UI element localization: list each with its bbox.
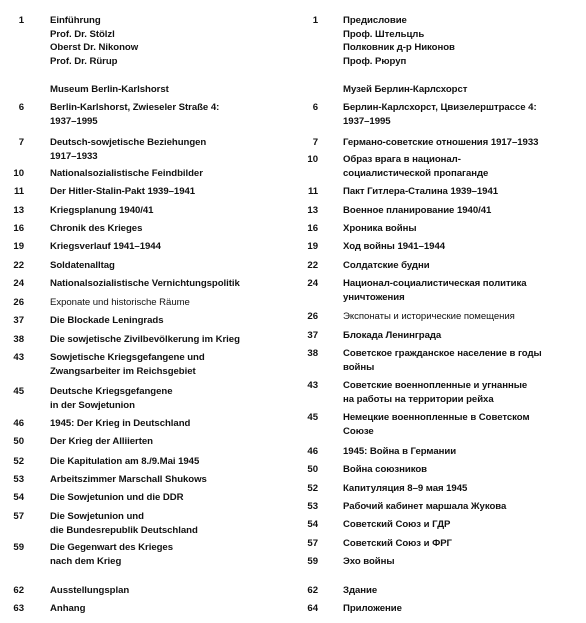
toc-title: Образ врага в национал- социалистической пропаганде [343,154,489,179]
toc-page-number: 26 [307,311,318,322]
toc-page-number: 53 [307,501,318,512]
toc-page-number: 19 [13,241,24,252]
toc-title: 1945: Der Krieg in Deutschland [50,418,191,429]
toc-title: Германо-советские отношения 1917–1933 [343,137,539,148]
toc-page-number: 38 [13,334,24,345]
toc-title: Museum Berlin-Karlshorst [50,84,169,95]
toc-title: Deutsche Kriegsgefangene in der Sowjetunion [50,386,173,411]
toc-page-number: 22 [307,260,318,271]
toc-page-number: 54 [13,492,24,503]
toc-title: 1945: Война в Германии [343,446,457,457]
toc-page-number: 52 [13,456,24,467]
toc-page-number: 45 [13,386,24,397]
toc-page-number: 1 [18,15,24,26]
toc-title: Die Sowjetunion und die DDR [50,492,184,503]
toc-page-number: 57 [307,538,318,549]
toc-title: Приложение [343,603,402,614]
toc-title: Der Hitler-Stalin-Pakt 1939–1941 [50,186,196,197]
toc-page-number: 54 [307,519,318,530]
toc-page-number: 50 [13,436,24,447]
toc-page-number: 13 [13,205,24,216]
toc-title: Deutsch-sowjetische Beziehungen 1917–1933 [50,137,207,162]
toc-title: Советское гражданское население в годы войны [343,348,542,373]
toc-title: Капитуляция 8–9 мая 1945 [343,483,468,494]
toc-page-number: 24 [307,278,318,289]
toc-page-number: 62 [13,585,24,596]
toc-page-number: 16 [13,223,24,234]
toc-page-number: 11 [307,186,318,197]
toc-title: Exponate und historische Räume [50,297,190,308]
toc-title: Nationalsozialistische Vernichtungspolitik [50,278,240,289]
toc-title: Пакт Гитлера-Сталина 1939–1941 [343,186,499,197]
toc-title: Soldatenalltag [50,260,115,271]
toc-title: Военное планирование 1940/41 [343,205,492,216]
toc-page-number: 7 [18,137,24,148]
toc-page-number: 38 [307,348,318,359]
toc-title: Советский Союз и ФРГ [343,538,452,549]
toc-title: Эхо войны [343,556,395,567]
toc-title: Блокада Ленинграда [343,330,442,341]
toc-title: Die Kapitulation am 8./9.Mai 1945 [50,456,200,467]
toc-title: Der Krieg der Alliierten [50,436,153,447]
toc-title: Anhang [50,603,86,614]
toc-title: Советский Союз и ГДР [343,519,451,530]
toc-title: Kriegsplanung 1940/41 [50,205,154,216]
toc-page-number: 50 [307,464,318,475]
toc-title: Ausstellungsplan [50,585,130,596]
toc-title: Sowjetische Kriegsgefangene und Zwangsarbeiter im Reichsgebiet [50,352,205,377]
toc-page-number: 7 [312,137,318,148]
toc-title: Война союзников [343,464,428,475]
toc-title: Nationalsozialistische Feindbilder [50,168,203,179]
toc-page-number: 45 [307,412,318,423]
toc-title: Здание [343,585,378,596]
toc-page-number: 43 [307,380,318,391]
toc-page-number: 63 [13,603,24,614]
toc-title: Die Gegenwart des Krieges nach dem Krieg [50,542,173,567]
toc-page-number: 37 [13,315,24,326]
toc-page-number: 6 [18,102,24,113]
toc-page-number: 59 [13,542,24,553]
toc-page-number: 37 [307,330,318,341]
toc-page-number: 57 [13,511,24,522]
toc-page-number: 26 [13,297,24,308]
toc-page-number: 11 [13,186,24,197]
toc-title: Советские военнопленные и угнанные на работы на территории рейха [343,380,528,405]
toc-title: Berlin-Karlshorst, Zwieseler Straße 4: 1937–1995 [50,102,220,127]
toc-title: Kriegsverlauf 1941–1944 [50,241,161,252]
toc-page-number: 46 [13,418,24,429]
toc-page-number: 10 [307,154,318,165]
toc-title: Ход войны 1941–1944 [343,241,446,252]
toc-page-number: 1 [312,15,318,26]
toc-title: Die sowjetische Zivilbevölkerung im Krieg [50,334,240,345]
toc-title: Предисловие Проф. Штельцль Полковник д-р Никонов Проф. Рюруп [343,15,455,67]
toc-title: Национал-социалистическая политика уничтожения [343,278,527,303]
toc-page-number: 62 [307,585,318,596]
toc-page-number: 16 [307,223,318,234]
toc-title: Einführung Prof. Dr. Stölzl Oberst Dr. Nikonow Prof. Dr. Rürup [50,15,139,67]
toc-page-number: 64 [307,603,318,614]
toc-page-number: 59 [307,556,318,567]
toc-title: Хроника войны [343,223,417,234]
toc-page-number: 6 [312,102,318,113]
toc-page-number: 43 [13,352,24,363]
toc-page-number: 22 [13,260,24,271]
toc-page-number: 46 [307,446,318,457]
toc-title: Arbeitszimmer Marschall Shukows [50,474,207,485]
toc-title: Chronik des Krieges [50,223,143,234]
toc-page-number: 53 [13,474,24,485]
toc-title: Die Sowjetunion und die Bundesrepublik Deutschland [50,511,198,536]
toc-title: Солдатские будни [343,260,430,271]
toc-title: Экспонаты и исторические помещения [343,311,515,322]
toc-title: Die Blockade Leningrads [50,315,164,326]
toc-page-number: 10 [13,168,24,179]
toc-title: Берлин-Карлсхорст, Цвизелерштрассе 4: 1937–1995 [343,102,537,127]
toc-page-number: 13 [307,205,318,216]
toc-title: Рабочий кабинет маршала Жукова [343,501,507,512]
toc-page-number: 24 [13,278,24,289]
toc-title: Немецкие военнопленные в Советском Союзе [343,412,530,437]
toc-page-number: 52 [307,483,318,494]
toc-title: Музей Берлин-Карлсхорст [343,84,468,95]
toc-page-number: 19 [307,241,318,252]
